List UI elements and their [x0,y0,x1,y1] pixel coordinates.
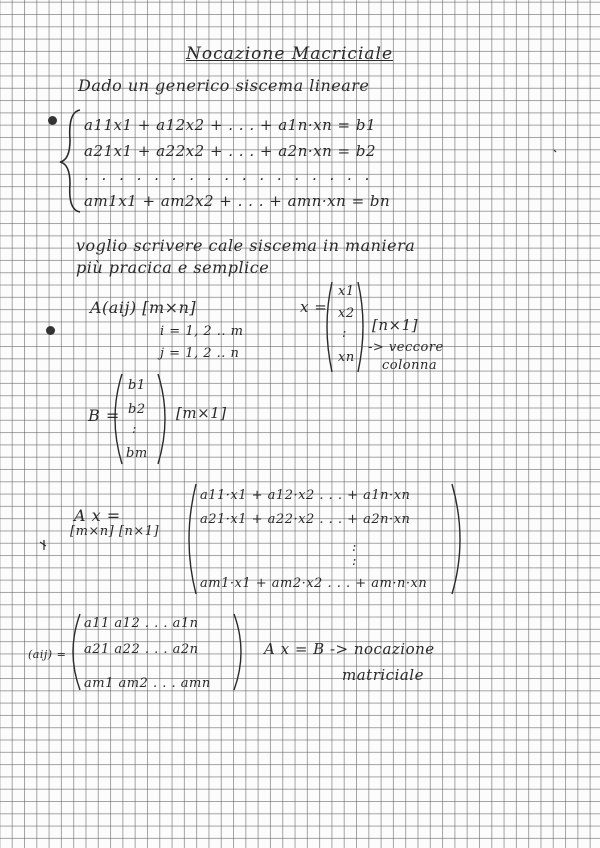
intro-text: Dado un generico siscema lineare [78,76,370,95]
vector-x-entry: xn [338,350,355,365]
product-row-2: a21·x1 + a22·x2 . . . + a2n·xn [200,512,411,527]
vector-x-entry: : [342,326,347,341]
matrix-display-row-3: am1 am2 . . . amn [84,676,211,691]
system-row-3: . . . . . . . . . . . . . . . . . [84,166,374,184]
goal-line-2: più pracica e semplice [76,258,270,277]
product-dots: : [352,554,357,569]
product-label: A x = [74,506,121,525]
product-row-3: am1·x1 + am2·x2 . . . + am·n·xn [200,576,428,591]
product-row-1: a11·x1 + a12·x2 . . . + a1n·xn [200,488,411,503]
vector-b-dim: [m×1] [176,404,227,422]
system-row-2: a21x1 + a22x2 + . . . + a2n·xn = b2 [84,142,377,160]
matrix-display-row-1: a11 a12 . . . a1n [84,616,199,631]
vector-b-label: B = [88,406,120,425]
matrix-a-j-range: j = 1, 2 .. n [160,346,240,361]
vector-x-entry: x2 [338,306,355,321]
goal-line-1: voglio scrivere cale siscema in maniera [76,236,416,255]
vector-x-dim: [n×1] [372,316,418,334]
page-title: Nocazione Macriciale [186,44,394,64]
vector-b-entry: bm [126,446,148,461]
matrix-display-row-2: a21 a22 . . . a2n [84,642,199,657]
conclusion-line-1: A x = B -> nocazione [264,640,435,658]
matrix-a-i-range: i = 1, 2 .. m [160,324,244,339]
conclusion-line-2: matriciale [342,666,424,684]
system-row-1: a11x1 + a12x2 + . . . + a1n·xn = b1 [84,116,377,134]
product-dims: [m×n] [n×1] [70,524,160,539]
vector-x-entry: x1 [338,284,355,299]
matrix-display-label: (aij) = [28,648,67,661]
matrix-a-definition: A(aij) [m×n] [90,298,197,317]
vector-x-note-2: colonna [382,358,438,373]
vector-x-label: x = [300,298,328,316]
vector-b-entry: b2 [128,402,146,417]
vector-b-entry: b1 [128,378,146,393]
vector-x-note-1: -> veccore [368,340,444,355]
vector-b-entry: : [132,422,137,437]
system-row-4: am1x1 + am2x2 + . . . + amn·xn = bn [84,192,391,210]
product-dots: : [352,540,357,555]
